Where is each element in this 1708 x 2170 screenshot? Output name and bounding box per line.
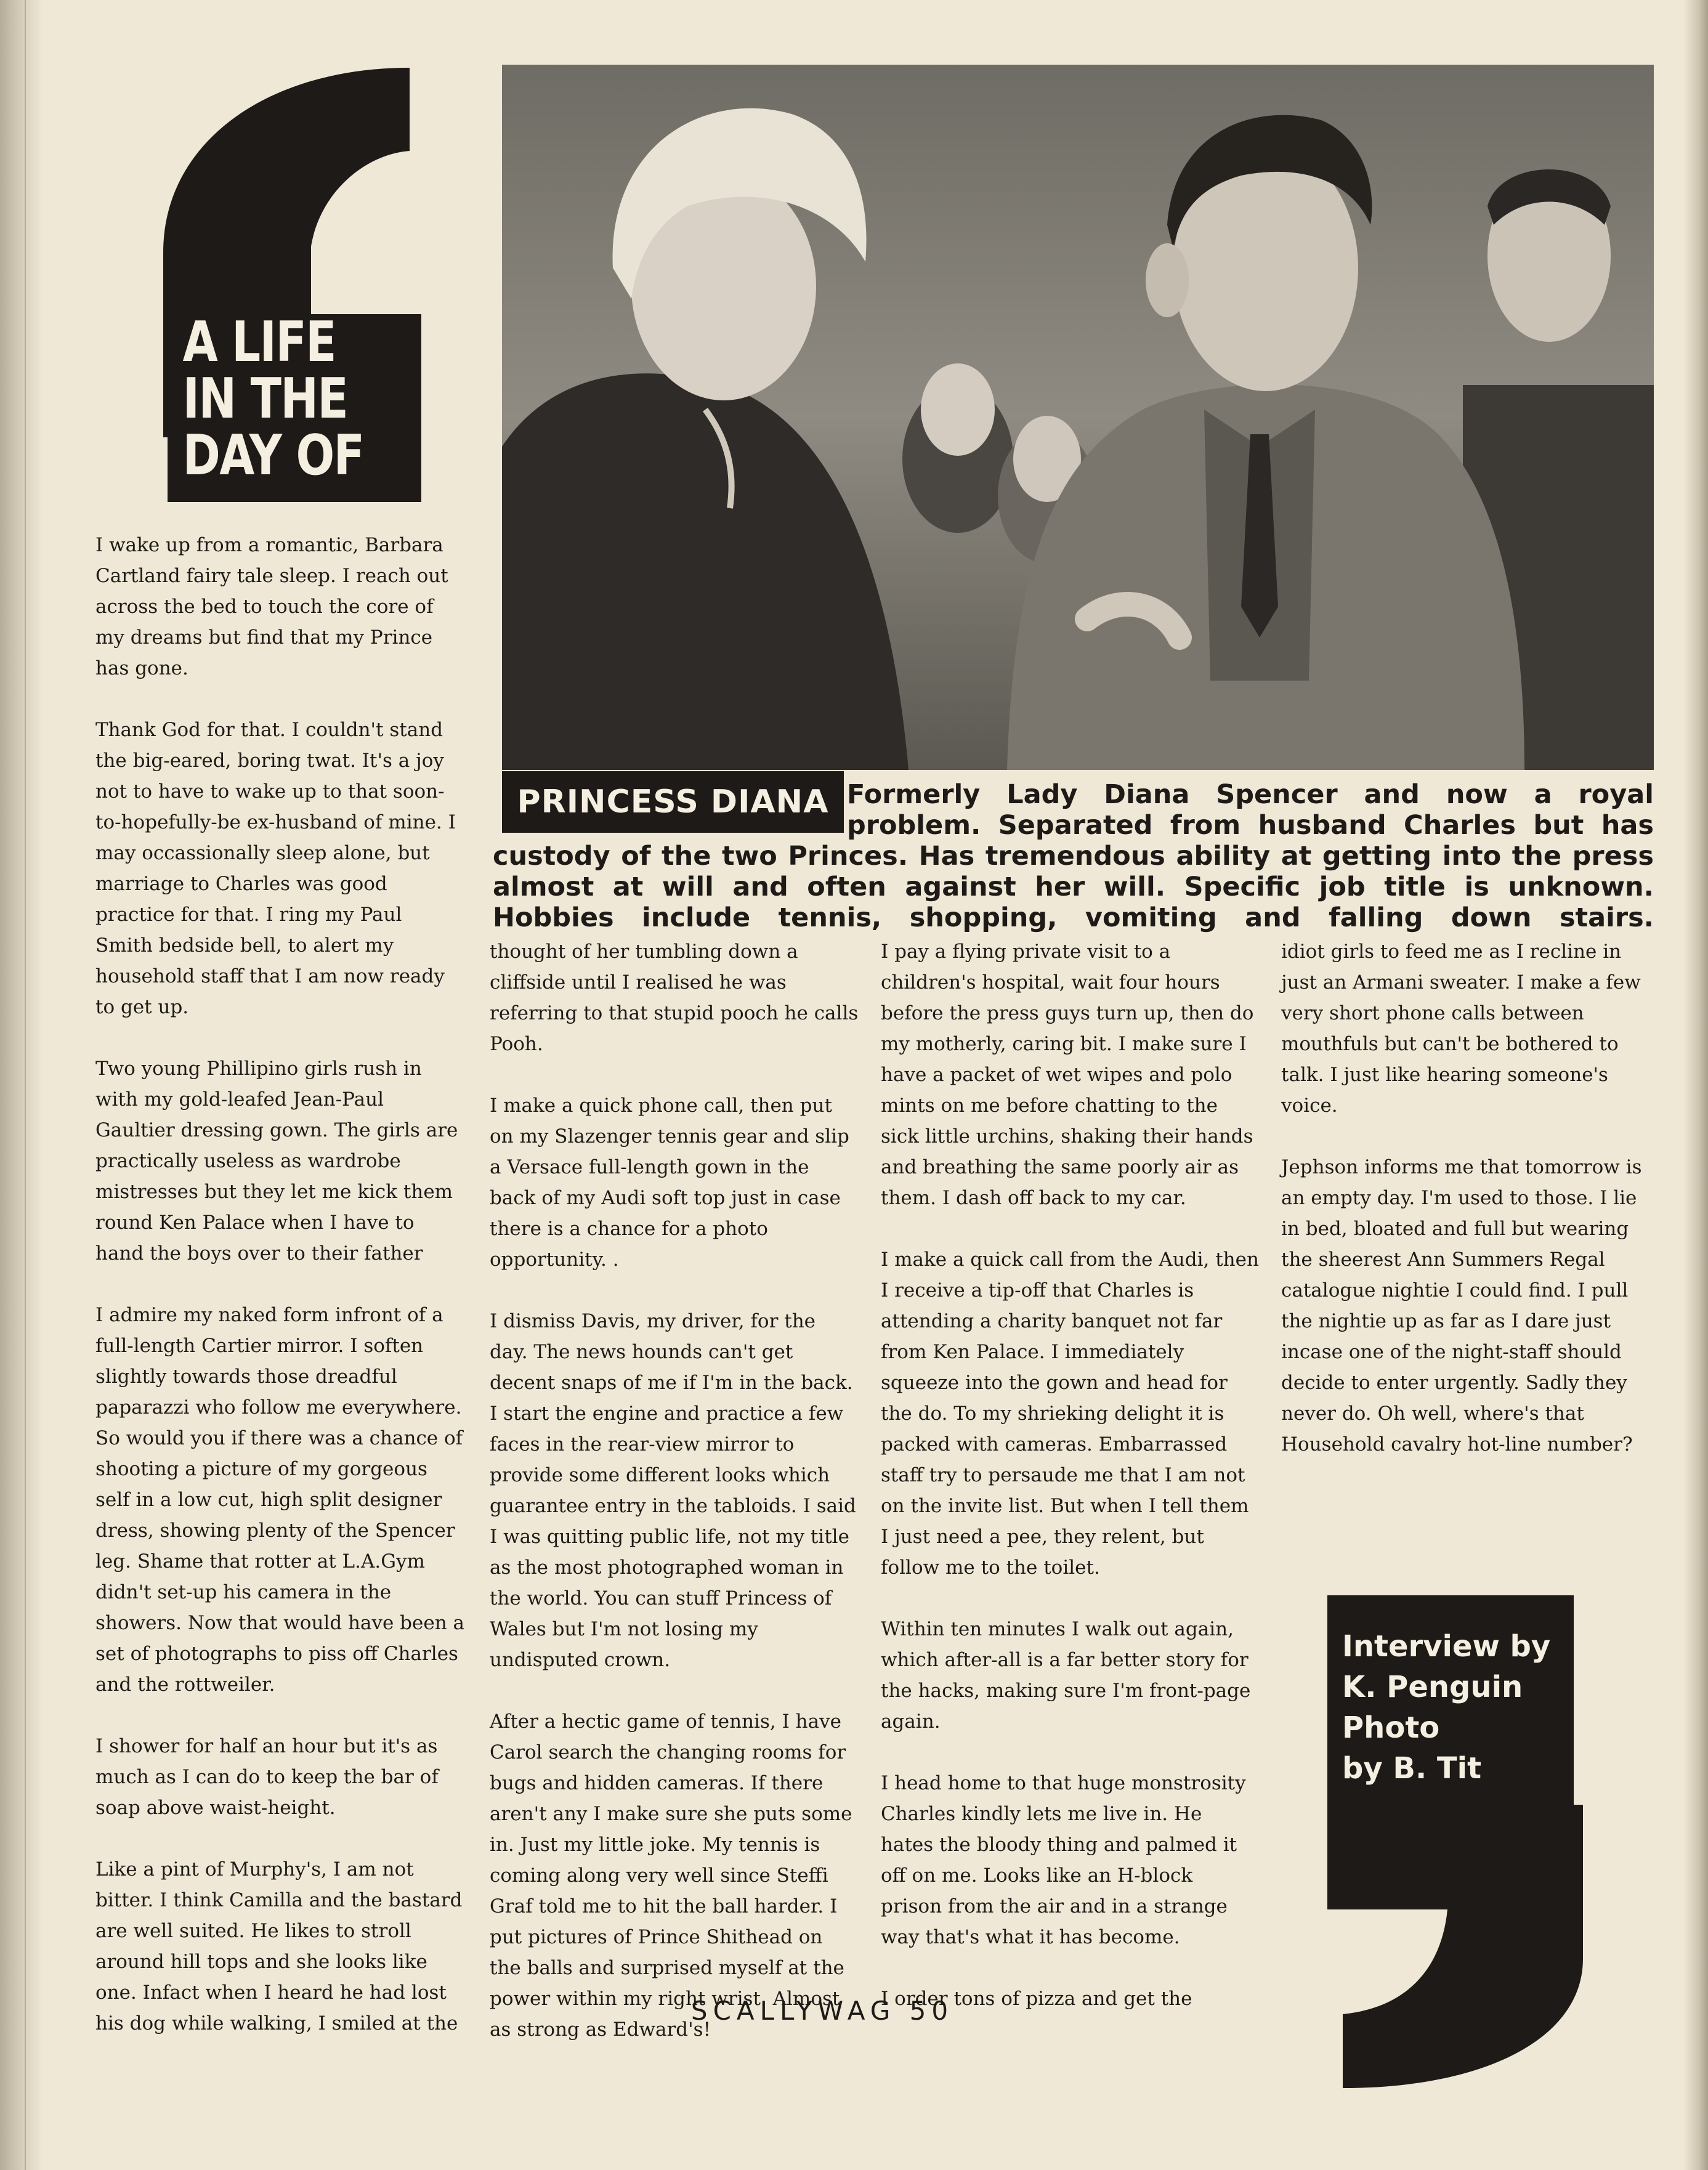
caption-label: PRINCESS DIANA <box>502 771 844 833</box>
page-spine <box>0 0 43 2170</box>
paragraph: Two young Phillipino girls rush in with my gold-leafed Jean-Paul Gaultier dressing gown. The girls are practically useless as wardrobe mistresses but they let me kick them round Ken Palace when I have to hand the boys over to their father <box>95 1058 458 1265</box>
credit-line: Photo <box>1342 1710 1440 1745</box>
title-line-2: IN THE <box>182 366 348 431</box>
caption-text: Formerly Lady Diana Spencer and now a royal problem. Separated from husband Charles but has custody of the two Princes. Has tremendous ability at getting into the press almost at will and often against her will. Specific job title is unknown. Hobbies include tennis, shopping, vomiting and falling down stairs. <box>493 779 1654 933</box>
paragraph: I make a quick call from the Audi, then I receive a tip-off that Charles is attending a charity banquet not far from Ken Palace. I immediately squeeze into the gown and head for the do. To my shrieking delight it is packed with cameras. Embarrassed staff try to persaude me that I am not on the invite list. But when I tell them I just need a pee, they relent, but follow me to the toilet. <box>881 1249 1259 1579</box>
paragraph: Jephson informs me that tomorrow is an empty day. I'm used to those. I lie in bed, bloated and full but wearing the sheerest Ann Summers Regal catalogue nightie I could find. I pull the nightie up as far as I dare just incase one of the night-staff should decide to enter urgently. Sadly they never do. Oh well, where's that Household cavalry hot-line number? <box>1281 1156 1642 1455</box>
paragraph: idiot girls to feed me as I recline in just an Armani sweater. I make a few very short phone calls between mouthfuls but can't be bothered to talk. I just like hearing someone's voice. <box>1281 941 1641 1117</box>
next-page-edge <box>1683 0 1708 2170</box>
title-line-3: DAY OF <box>182 423 364 488</box>
paragraph: Thank God for that. I couldn't stand the big-eared, boring twat. It's a joy not to have to wake up to that soon-to-hopefully-be ex-husband of mine. I may occassionally sleep alone, but marriage to Charles was good practice for that. I ring my Paul Smith bedside bell, to alert my household staff that I am now ready to get up. <box>95 719 456 1018</box>
title-line-1: A LIFE <box>182 310 336 374</box>
paragraph: Like a pint of Murphy's, I am not bitter. I think Camilla and the bastard are well suited. He likes to stroll around hill tops and she looks like one. Infact when I heard he had lost his dog while walking, I smiled at the <box>95 1858 463 2034</box>
paragraph: After a hectic game of tennis, I have Carol search the changing rooms for bugs and hidden cameras. If there aren't any I make sure she puts some in. Just my little joke. My tennis is coming along very well since Steffi Graf told me to hit the ball harder. I put pictures of Prince Shithead on the balls and surprised myself at the power within my right wrist. Almost as strong as Edward's! <box>490 1710 852 2041</box>
credits-box <box>1327 1595 1574 1808</box>
page-footer: SCALLYWAG 50 <box>690 1996 954 2026</box>
paragraph: I wake up from a romantic, Barbara Cartland fairy tale sleep. I reach out across the bed to touch the core of my dreams but find that my Prince has gone. <box>95 534 448 679</box>
credit-line: by B. Tit <box>1342 1751 1482 1786</box>
paragraph: thought of her tumbling down a cliffside until I realised he was referring to that stupid pooch he calls Pooh. <box>490 941 859 1055</box>
article-column-3 <box>881 936 1260 2014</box>
credit-line: K. Penguin <box>1342 1670 1523 1704</box>
paragraph: I head home to that huge monstrosity Charles kindly lets me live in. He hates the bloody thing and palmed it off on me. Looks like an H-block prison from the air and in a strange way that's what it has become. <box>881 1772 1246 1948</box>
article-column-4 <box>1281 936 1651 1460</box>
paragraph: I make a quick phone call, then put on my Slazenger tennis gear and slip a Versace full-length gown in the back of my Audi soft top just in case there is a chance for a photo opportunity. . <box>490 1095 849 1271</box>
paragraph: I dismiss Davis, my driver, for the day. The news hounds can't get decent snaps of me if I'm in the back. I start the engine and practice a few faces in the rear-view mirror to provide some different looks which guarantee entry in the tabloids. I said I was quitting public life, not my title as the most photographed woman in the world. You can stuff Princess of Wales but I'm not losing my undisputed crown. <box>490 1310 856 1671</box>
article-title <box>168 310 421 502</box>
paragraph: I order tons of pizza and get the <box>881 1988 1192 2010</box>
close-quote-mark <box>1324 1805 1583 2088</box>
paragraph: Within ten minutes I walk out again, which after-all is a far better story for the hacks, making sure I'm front-page again. <box>881 1618 1251 1733</box>
credit-line: Interview by <box>1342 1629 1551 1664</box>
paragraph: I shower for half an hour but it's as much as I can do to keep the bar of soap above waist-height. <box>95 1735 439 1819</box>
photo-illustration <box>502 65 1654 770</box>
royal-photo <box>502 65 1654 770</box>
paragraph: I pay a flying private visit to a children's hospital, wait four hours before the press guys turn up, then do my motherly, caring bit. I make sure I have a packet of wet wipes and polo mints on me before chatting to the sick little urchins, shaking their hands and breathing the same poorly air as them. I dash off back to my car. <box>881 941 1254 1209</box>
article-column-2 <box>490 936 859 2045</box>
paragraph: I admire my naked form infront of a full-length Cartier mirror. I soften slightly towards those dreadful paparazzi who follow me everywhere. So would you if there was a chance of shooting a picture of my gorgeous self in a low cut, high split designer dress, showing plenty of the Spencer leg. Shame that rotter at L.A.Gym didn't set-up his camera in the showers. Now that would have been a set of photographs to piss off Charles and the rottweiler. <box>95 1304 465 1696</box>
article-column-1 <box>95 530 465 2039</box>
